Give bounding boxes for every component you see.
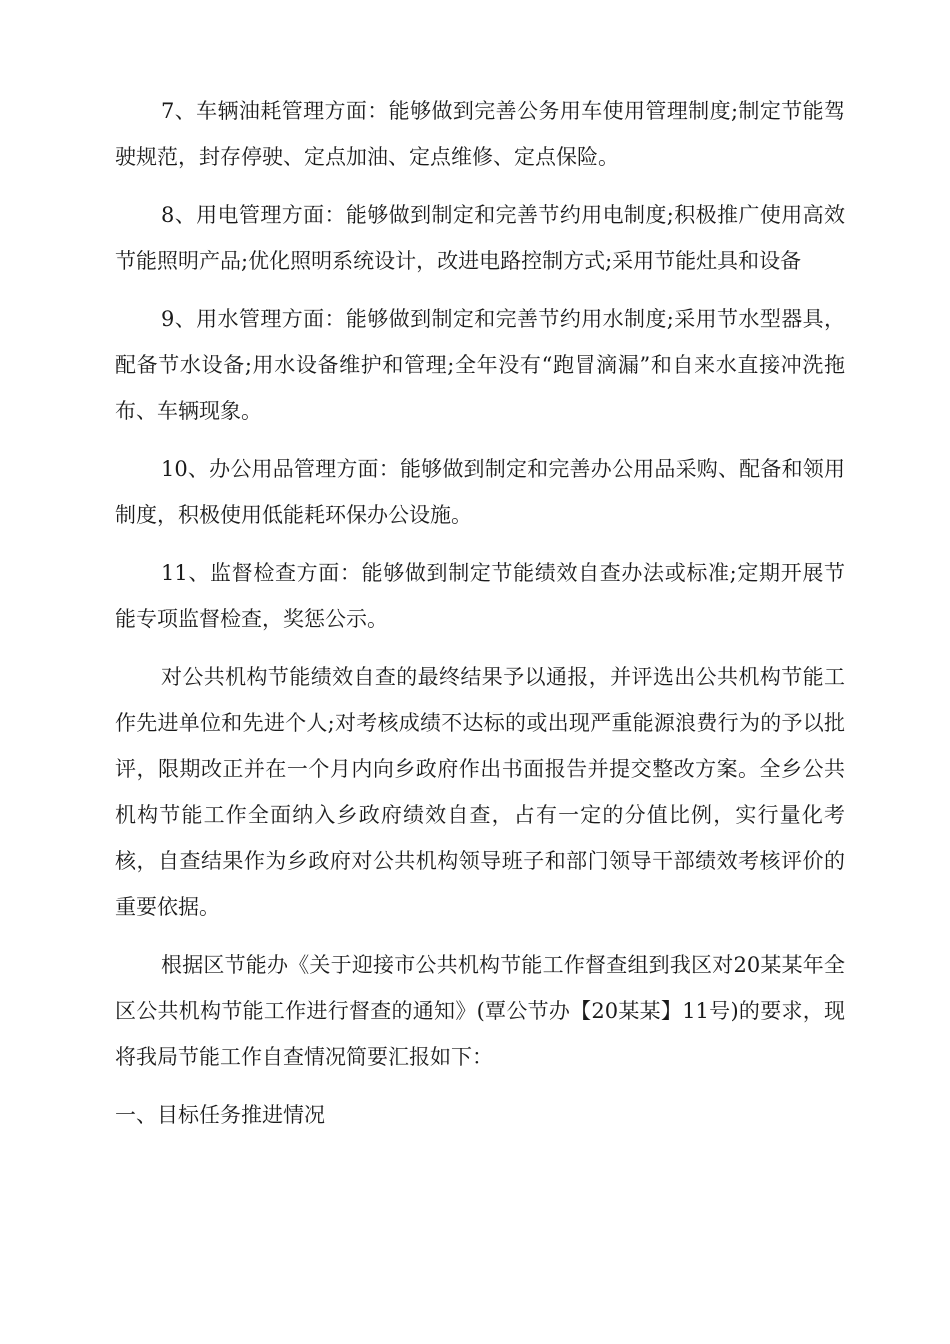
document-body bbox=[115, 88, 845, 1138]
paragraph-vehicle-fuel: 7、车辆油耗管理方面：能够做到完善公务用车使用管理制度;制定节能驾驶规范，封存停驶、定点加油、定点维修、定点保险。 bbox=[115, 99, 845, 169]
section-heading: 一、目标任务推进情况 bbox=[115, 1103, 325, 1127]
paragraph-results: 对公共机构节能绩效自查的最终结果予以通报，并评选出公共机构节能工作先进单位和先进个人;对考核成绩不达标的或出现严重能源浪费行为的予以批评，限期改正并在一个月内向乡政府作出书面报告并提交整改方案。全乡公共机构节能工作全面纳入乡政府绩效自查，占有一定的分值比例，实行量化考核，自查结果作为乡政府对公共机构领导班子和部门领导干部绩效考核评价的重要依据。 bbox=[115, 665, 845, 919]
paragraph-office-supplies: 10、办公用品管理方面：能够做到制定和完善办公用品采购、配备和领用制度，积极使用低能耗环保办公设施。 bbox=[115, 457, 845, 527]
paragraph-water: 9、用水管理方面：能够做到制定和完善节约用水制度;采用节水型器具，配备节水设备;用水设备维护和管理;全年没有“跑冒滴漏”和自来水直接冲洗拖布、车辆现象。 bbox=[115, 307, 845, 423]
paragraph-supervision: 11、监督检查方面：能够做到制定节能绩效自查办法或标准;定期开展节能专项监督检查，奖惩公示。 bbox=[115, 561, 845, 631]
paragraph-electricity: 8、用电管理方面：能够做到制定和完善节约用电制度;积极推广使用高效节能照明产品;优化照明系统设计，改进电路控制方式;采用节能灶具和设备 bbox=[115, 203, 845, 273]
paragraph-notice: 根据区节能办《关于迎接市公共机构节能工作督查组到我区对20某某年全区公共机构节能工作进行督查的通知》(覃公节办【20某某】11号)的要求，现将我局节能工作自查情况简要汇报如下： bbox=[115, 953, 845, 1069]
